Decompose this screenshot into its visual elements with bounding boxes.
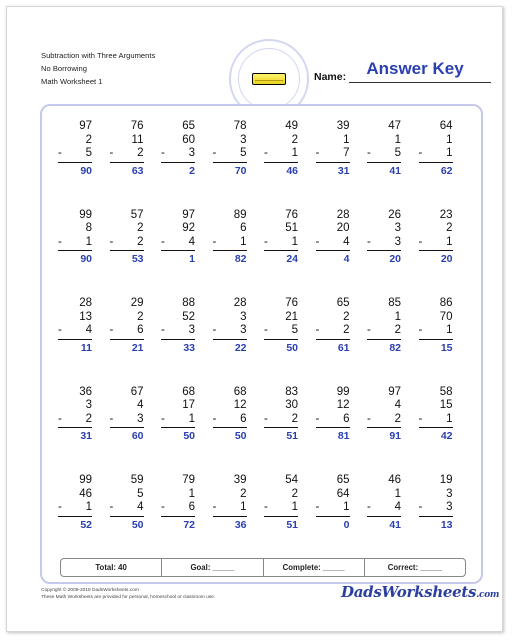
subtrahend-2: 6 — [240, 412, 247, 425]
answer: 22 — [234, 341, 247, 354]
subtrahend-2: 1 — [85, 235, 92, 248]
problem-17 — [58, 297, 92, 377]
minuend: 79 — [182, 474, 195, 486]
minus-sign: - — [315, 147, 320, 159]
subtrahend-1: 1 — [446, 133, 453, 146]
problem-36 — [213, 474, 247, 554]
minuend: 47 — [388, 120, 401, 132]
minuend: 65 — [182, 120, 195, 132]
minus-sign: - — [109, 147, 114, 159]
subtrahend-1: 4 — [394, 399, 401, 411]
answer: 41 — [389, 518, 401, 531]
subtrahend-2: 2 — [291, 412, 298, 425]
minuend: 99 — [336, 385, 350, 398]
subtrahend-2: 1 — [446, 324, 453, 336]
subtrahend-1: 13 — [79, 310, 92, 323]
minus-sign: - — [367, 147, 371, 159]
minuend: 57 — [130, 208, 144, 221]
minuend: 23 — [439, 208, 453, 221]
answer: 61 — [337, 341, 350, 354]
minuend: 39 — [336, 120, 350, 132]
subtrahend-2: 2 — [394, 324, 401, 336]
problem-31 — [367, 386, 401, 466]
answer: 46 — [286, 164, 298, 177]
minus-sign: - — [109, 412, 114, 425]
answer: 2 — [189, 164, 195, 177]
subtrahend-2: 1 — [240, 235, 247, 248]
problem-11 — [161, 209, 195, 289]
worksheet-page — [6, 6, 503, 632]
answer: 31 — [337, 164, 350, 177]
subtrahend-2: 1 — [343, 501, 350, 513]
subtrahend-2: 2 — [394, 412, 401, 425]
problem-10 — [110, 209, 144, 289]
site-logo[interactable] — [341, 583, 499, 601]
subtrahend-2: 2 — [85, 412, 92, 425]
problem-13 — [264, 209, 298, 289]
problem-21 — [264, 297, 298, 377]
minuend: 59 — [130, 474, 144, 486]
minuend: 76 — [130, 120, 144, 132]
minus-sign: - — [161, 501, 165, 513]
minus-sign: - — [212, 412, 217, 425]
minus-sign: - — [161, 235, 165, 248]
answer: 36 — [234, 518, 247, 531]
subtrahend-1: 15 — [439, 399, 453, 411]
problem-18 — [110, 297, 144, 377]
subtrahend-1: 92 — [182, 222, 195, 234]
minuend: 28 — [233, 297, 247, 309]
minuend: 97 — [79, 120, 92, 132]
subtrahend-1: 2 — [446, 222, 453, 234]
problem-19 — [161, 297, 195, 377]
minuend: 36 — [79, 385, 92, 398]
usage-line: These Math Worksheets are provided for personal, homeschool or classroom use. — [41, 595, 216, 600]
minus-sign: - — [161, 324, 165, 336]
answer: 62 — [440, 164, 453, 177]
answer: 42 — [440, 430, 453, 442]
subtrahend-1: 2 — [85, 133, 92, 146]
minus-sign: - — [58, 147, 62, 159]
minus-sign: - — [109, 501, 114, 513]
minus-sign: - — [367, 412, 371, 425]
problem-25 — [58, 386, 92, 466]
answer: 15 — [440, 341, 453, 354]
problem-29 — [264, 386, 298, 466]
copyright-line: Copyright © 2008-2018 DadsWorksheets.com — [41, 588, 139, 593]
subtrahend-1: 6 — [240, 222, 247, 234]
subtrahend-2: 1 — [446, 235, 453, 248]
problem-8 — [419, 120, 453, 200]
minus-sign: - — [212, 324, 217, 336]
subtrahend-1: 1 — [394, 133, 401, 146]
answer: 90 — [80, 164, 92, 177]
subtrahend-1: 3 — [85, 399, 92, 411]
subtrahend-1: 3 — [240, 133, 247, 146]
subtrahend-1: 2 — [291, 487, 298, 500]
subtrahend-2: 1 — [446, 147, 453, 159]
minus-sign: - — [58, 501, 62, 513]
answer: 70 — [234, 164, 247, 177]
name-line — [349, 82, 491, 83]
minuend: 67 — [130, 385, 144, 398]
answer: 20 — [389, 253, 401, 265]
minuend: 83 — [285, 385, 298, 398]
answer: 0 — [343, 518, 350, 531]
minus-sign: - — [418, 235, 423, 248]
minus-sign: - — [367, 324, 371, 336]
minus-sign: - — [264, 501, 268, 513]
subtrahend-2: 4 — [394, 501, 401, 513]
subtrahend-2: 1 — [446, 412, 453, 425]
problems-frame — [40, 104, 483, 584]
subtrahend-2: 2 — [343, 324, 350, 336]
worksheet-number: Math Worksheet 1 — [41, 77, 103, 86]
subtrahend-1: 2 — [137, 222, 144, 234]
minus-sign: - — [109, 324, 114, 336]
answer: 31 — [80, 430, 92, 442]
subtrahend-1: 20 — [336, 222, 350, 234]
subtrahend-1: 12 — [233, 399, 247, 411]
problem-5 — [264, 120, 298, 200]
problem-22 — [316, 297, 350, 377]
answer: 41 — [389, 164, 401, 177]
subtrahend-2: 6 — [137, 324, 144, 336]
worksheet-title: Subtraction with Three Arguments — [41, 51, 156, 60]
answer: 81 — [337, 430, 350, 442]
copyright-block — [41, 587, 215, 601]
score-bar — [60, 558, 466, 577]
subtrahend-1: 51 — [285, 222, 298, 234]
subtrahend-1: 2 — [137, 310, 144, 323]
pencil-badge-inner — [238, 48, 300, 110]
problem-1 — [58, 120, 92, 200]
subtrahend-1: 1 — [394, 487, 401, 500]
minuend: 64 — [439, 120, 453, 132]
problem-7 — [367, 120, 401, 200]
minuend: 49 — [285, 120, 298, 132]
minus-sign: - — [315, 235, 320, 248]
subtrahend-1: 4 — [137, 399, 144, 411]
subtrahend-2: 3 — [137, 412, 144, 425]
minuend: 19 — [439, 474, 453, 486]
subtrahend-1: 60 — [182, 133, 195, 146]
answer: 63 — [131, 164, 144, 177]
answer: 91 — [389, 430, 401, 442]
answer: 13 — [440, 518, 453, 531]
subtrahend-1: 21 — [285, 310, 298, 323]
minus-sign: - — [264, 412, 268, 425]
minuend: 99 — [79, 474, 92, 486]
subtrahend-1: 1 — [188, 487, 195, 500]
minus-sign: - — [58, 235, 62, 248]
minuend: 65 — [336, 474, 350, 486]
subtrahend-2: 1 — [85, 501, 92, 513]
problem-12 — [213, 209, 247, 289]
minuend: 76 — [285, 297, 298, 309]
subtrahend-1: 3 — [240, 310, 247, 323]
problem-16 — [419, 209, 453, 289]
problem-15 — [367, 209, 401, 289]
subtrahend-1: 3 — [394, 222, 401, 234]
answer: 53 — [131, 253, 144, 265]
minus-sign: - — [418, 501, 423, 513]
problem-33 — [58, 474, 92, 554]
minuend: 68 — [233, 385, 247, 398]
answer: 24 — [286, 253, 298, 265]
subtrahend-2: 4 — [343, 235, 350, 248]
subtrahend-2: 5 — [240, 147, 247, 159]
pencil-icon — [252, 73, 286, 85]
goal-cell: Goal: _____ — [162, 559, 263, 576]
problem-40 — [419, 474, 453, 554]
problem-23 — [367, 297, 401, 377]
correct-cell: Correct: _____ — [387, 563, 442, 572]
answer: 50 — [131, 518, 144, 531]
minus-sign: - — [367, 235, 371, 248]
problem-4 — [213, 120, 247, 200]
logo-text: DadsWorksheets — [341, 583, 477, 601]
subtrahend-2: 4 — [188, 235, 195, 248]
minus-sign: - — [264, 147, 268, 159]
answer: 11 — [80, 341, 92, 354]
subtrahend-2: 3 — [240, 324, 247, 336]
problem-3 — [161, 120, 195, 200]
problem-39 — [367, 474, 401, 554]
minus-sign: - — [418, 324, 423, 336]
minuend: 97 — [182, 208, 195, 221]
subtrahend-1: 30 — [285, 399, 298, 411]
minus-sign: - — [264, 235, 268, 248]
subtrahend-2: 3 — [188, 324, 195, 336]
answer-key-title: Answer Key — [366, 59, 464, 78]
minuend: 26 — [388, 208, 401, 221]
subtrahend-1: 17 — [182, 399, 195, 411]
worksheet-subtitle: No Borrowing — [41, 64, 88, 73]
logo-suffix: .com — [476, 590, 500, 600]
minus-sign: - — [264, 324, 268, 336]
problem-9 — [58, 209, 92, 289]
minuend: 99 — [79, 208, 92, 221]
answer: 4 — [343, 253, 350, 265]
minus-sign: - — [418, 147, 423, 159]
minuend: 78 — [233, 120, 247, 132]
answer: 82 — [389, 341, 401, 354]
answer: 51 — [286, 518, 298, 531]
subtrahend-1: 64 — [336, 487, 350, 500]
subtrahend-2: 7 — [343, 147, 350, 159]
minuend: 86 — [439, 297, 453, 309]
problem-30 — [316, 386, 350, 466]
problem-26 — [110, 386, 144, 466]
subtrahend-1: 1 — [343, 133, 350, 146]
answer: 82 — [234, 253, 247, 265]
subtrahend-2: 2 — [137, 147, 144, 159]
subtrahend-2: 5 — [291, 324, 298, 336]
problem-35 — [161, 474, 195, 554]
minuend: 39 — [233, 474, 247, 486]
minuend: 65 — [336, 297, 350, 309]
subtrahend-1: 1 — [394, 310, 401, 323]
minus-sign: - — [315, 412, 320, 425]
minuend: 68 — [182, 385, 195, 398]
subtrahend-1: 2 — [291, 133, 298, 146]
minuend: 46 — [388, 474, 401, 486]
problem-34 — [110, 474, 144, 554]
name-label: Name: — [314, 71, 347, 83]
minus-sign: - — [212, 235, 217, 248]
complete-cell: Complete: _____ — [264, 559, 365, 576]
subtrahend-1: 12 — [336, 399, 350, 411]
subtrahend-2: 1 — [240, 501, 247, 513]
problem-37 — [264, 474, 298, 554]
minuend: 88 — [182, 297, 195, 309]
worksheet-title-block — [41, 49, 155, 88]
subtrahend-2: 2 — [137, 235, 144, 248]
minus-sign: - — [212, 501, 217, 513]
minus-sign: - — [367, 501, 371, 513]
answer: 33 — [183, 341, 195, 354]
minus-sign: - — [161, 147, 165, 159]
subtrahend-1: 52 — [182, 310, 195, 323]
answer: 50 — [234, 430, 247, 442]
subtrahend-1: 2 — [240, 487, 247, 500]
subtrahend-2: 1 — [188, 412, 195, 425]
answer: 60 — [131, 430, 144, 442]
minuend: 54 — [285, 474, 298, 486]
answer: 20 — [440, 253, 453, 265]
minus-sign: - — [161, 412, 165, 425]
problem-20 — [213, 297, 247, 377]
minuend: 28 — [336, 208, 350, 221]
subtrahend-2: 1 — [291, 501, 298, 513]
problem-2 — [110, 120, 144, 200]
minus-sign: - — [418, 412, 423, 425]
subtrahend-2: 3 — [394, 235, 401, 248]
answer: 50 — [183, 430, 195, 442]
subtrahend-2: 3 — [446, 501, 453, 513]
answer: 72 — [183, 518, 195, 531]
minus-sign: - — [315, 501, 320, 513]
answer: 50 — [286, 341, 298, 354]
subtrahend-2: 5 — [394, 147, 401, 159]
minuend: 29 — [130, 297, 144, 309]
answer: 21 — [131, 341, 144, 354]
subtrahend-2: 1 — [291, 147, 298, 159]
problems-grid — [42, 120, 498, 563]
problem-38 — [316, 474, 350, 554]
minus-sign: - — [109, 235, 114, 248]
subtrahend-1: 8 — [85, 222, 92, 234]
total-cell: Total: 40 — [61, 559, 162, 576]
problem-32 — [419, 386, 453, 466]
problem-6 — [316, 120, 350, 200]
problem-28 — [213, 386, 247, 466]
subtrahend-1: 11 — [131, 133, 144, 146]
minuend: 89 — [233, 208, 247, 221]
subtrahend-2: 1 — [291, 235, 298, 248]
subtrahend-2: 5 — [85, 147, 92, 159]
answer: 51 — [286, 430, 298, 442]
subtrahend-2: 4 — [85, 324, 92, 336]
subtrahend-1: 70 — [439, 310, 453, 323]
problem-27 — [161, 386, 195, 466]
minuend: 85 — [388, 297, 401, 309]
subtrahend-1: 5 — [137, 487, 144, 500]
minuend: 76 — [285, 208, 298, 221]
subtrahend-1: 3 — [446, 487, 453, 500]
answer: 1 — [189, 253, 195, 265]
minuend: 97 — [388, 385, 401, 398]
subtrahend-2: 4 — [137, 501, 144, 513]
subtrahend-1: 46 — [79, 487, 92, 500]
minuend: 28 — [79, 297, 92, 309]
subtrahend-1: 2 — [343, 310, 350, 323]
problem-14 — [316, 209, 350, 289]
answer: 52 — [80, 518, 92, 531]
minus-sign: - — [212, 147, 217, 159]
minuend: 58 — [439, 385, 453, 398]
answer: 90 — [80, 253, 92, 265]
subtrahend-2: 3 — [188, 147, 195, 159]
minus-sign: - — [315, 324, 320, 336]
minus-sign: - — [58, 324, 62, 336]
subtrahend-2: 6 — [188, 501, 195, 513]
minus-sign: - — [58, 412, 62, 425]
problem-24 — [419, 297, 453, 377]
subtrahend-2: 6 — [343, 412, 350, 425]
